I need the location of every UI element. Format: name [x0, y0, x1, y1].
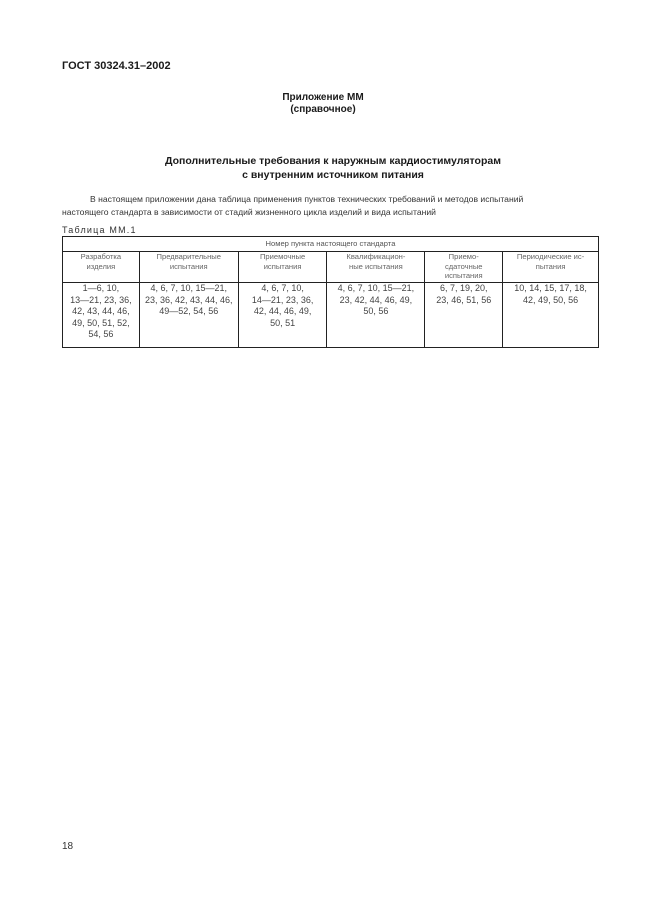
cell-line: 4, 6, 7, 10, 15—21, — [337, 283, 415, 293]
cell-line: 4, 6, 7, 10, 15—21, — [150, 283, 228, 293]
table-cell — [425, 283, 503, 348]
column-header-line: испытания — [263, 261, 302, 271]
table-group-header-row — [63, 237, 599, 252]
table-cell — [503, 283, 599, 348]
table-cell — [139, 283, 238, 348]
column-header-line: испытания — [169, 261, 208, 271]
cell-line: 23, 46, 51, 56 — [436, 294, 492, 305]
cell-line: 13—21, 23, 36, — [70, 294, 132, 305]
appendix-kind: (справочное) — [290, 104, 356, 115]
standard-id: ГОСТ 30324.31–2002 — [62, 60, 171, 72]
cell-line: 42, 49, 50, 56 — [523, 294, 579, 305]
column-header-line: испытания — [444, 271, 483, 280]
section-title — [0, 154, 646, 182]
column-header-line: сдаточные — [444, 261, 483, 271]
column-header-line: Предварительные — [156, 252, 221, 261]
cell-line: 14—21, 23, 36, — [251, 294, 314, 305]
cell-line: 50, 56 — [363, 306, 389, 317]
page-number: 18 — [62, 841, 74, 852]
cell-line: 1—6, 10, — [82, 283, 120, 293]
column-header-cell — [425, 252, 503, 283]
intro-line-2: настоящего стандарта в зависимости от стадий жизненного цикла изделий и вида испытаний — [62, 206, 436, 217]
column-header-line: пытания — [535, 261, 566, 271]
section-title-line-1: Дополнительные требования к наружным кардиостимуляторам — [165, 155, 501, 167]
cell-line: 4, 6, 7, 10, — [261, 283, 304, 293]
cell-line: 49, 50, 51, 52, — [72, 317, 130, 328]
column-header-line: изделия — [86, 261, 116, 271]
section-title-line-2: с внутренним источником питания — [242, 169, 424, 181]
cell-line: 50, 51 — [270, 317, 296, 328]
column-header-line: Квалификацион- — [346, 252, 406, 261]
cell-line: 54, 56 — [88, 329, 114, 340]
column-header-cell — [327, 252, 425, 283]
table-cell — [327, 283, 425, 348]
appendix-label: Приложение ММ — [282, 92, 364, 103]
cell-line: 10, 14, 15, 17, 18, — [514, 283, 587, 293]
cell-line: 42, 43, 44, 46, — [72, 306, 130, 317]
column-header-cell — [503, 252, 599, 283]
column-header-line: ные испытания — [349, 261, 403, 271]
column-header-cell — [63, 252, 140, 283]
table-row — [63, 283, 599, 348]
appendix-heading — [0, 92, 646, 116]
cell-line: 42, 44, 46, 49, — [253, 306, 312, 317]
column-header-line: Приемо- — [448, 252, 479, 261]
table-cell — [63, 283, 140, 348]
cell-line: 23, 36, 42, 43, 44, 46, — [144, 294, 233, 305]
column-header-line: Периодические ис- — [516, 252, 585, 261]
intro-paragraph — [62, 193, 602, 218]
standard-clauses-table — [62, 236, 599, 348]
table-cell — [238, 283, 327, 348]
intro-line-1: В настоящем приложении дана таблица применения пунктов технических требований и методов испытаний — [90, 194, 524, 204]
column-header-cell — [238, 252, 327, 283]
column-header-line: Приемочные — [259, 252, 306, 261]
column-header-line: Разработка — [80, 252, 122, 261]
table-caption: Таблица ММ.1 — [62, 225, 137, 235]
group-header-cell: Номер пункта настоящего стандарта — [63, 237, 599, 252]
table-column-header-row — [63, 252, 599, 283]
cell-line: 6, 7, 19, 20, — [439, 283, 488, 293]
column-header-cell — [139, 252, 238, 283]
cell-line: 49—52, 54, 56 — [159, 306, 219, 317]
cell-line: 23, 42, 44, 46, 49, — [339, 294, 413, 305]
